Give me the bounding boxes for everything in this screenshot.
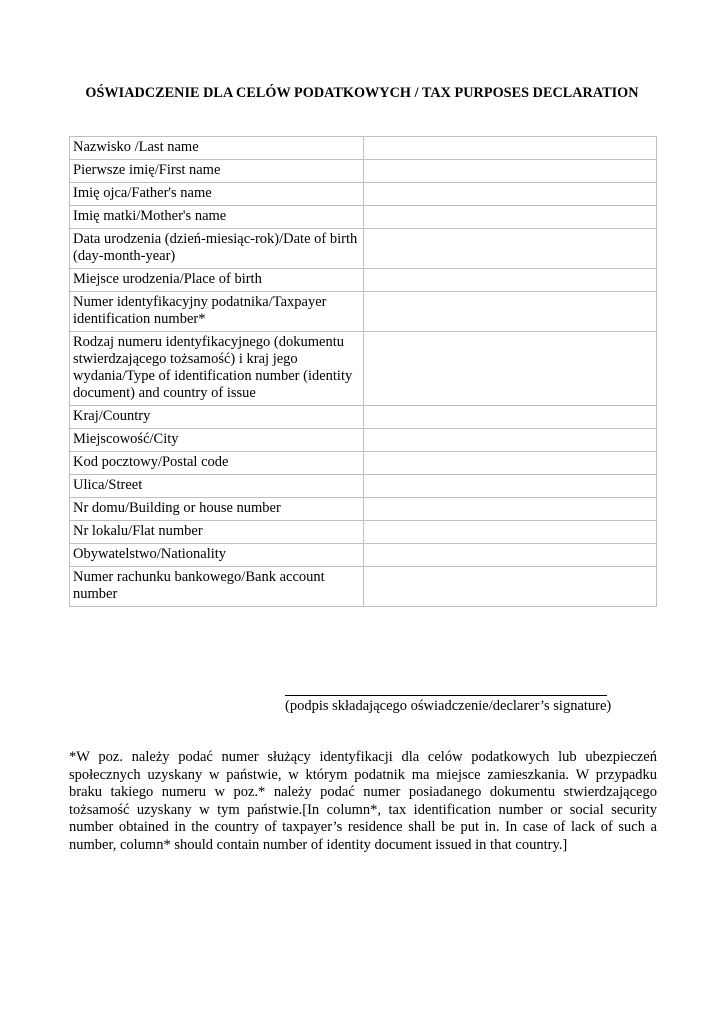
table-row bbox=[70, 292, 657, 332]
field-label-house-number: Nr domu/Building or house number bbox=[70, 498, 364, 521]
field-label-street: Ulica/Street bbox=[70, 475, 364, 498]
field-value-bank-account[interactable] bbox=[364, 567, 657, 607]
field-value-country[interactable] bbox=[364, 406, 657, 429]
table-row bbox=[70, 229, 657, 269]
field-label-postal-code: Kod pocztowy/Postal code bbox=[70, 452, 364, 475]
field-value-mothers-name[interactable] bbox=[364, 206, 657, 229]
field-value-id-type-country[interactable] bbox=[364, 332, 657, 406]
field-value-house-number[interactable] bbox=[364, 498, 657, 521]
declaration-form-table bbox=[69, 136, 657, 607]
field-value-fathers-name[interactable] bbox=[364, 183, 657, 206]
field-label-nationality: Obywatelstwo/Nationality bbox=[70, 544, 364, 567]
table-row bbox=[70, 452, 657, 475]
table-row bbox=[70, 269, 657, 292]
table-row bbox=[70, 475, 657, 498]
field-label-id-type-country: Rodzaj numeru identyfikacyjnego (dokumentu stwierdzającego tożsamość) i kraj jego wydania/Type of identification number (identity document) and country of issue bbox=[70, 332, 364, 406]
table-row bbox=[70, 521, 657, 544]
field-value-date-of-birth[interactable] bbox=[364, 229, 657, 269]
field-value-place-of-birth[interactable] bbox=[364, 269, 657, 292]
field-label-date-of-birth: Data urodzenia (dzień-miesiąc-rok)/Date of birth (day-month-year) bbox=[70, 229, 364, 269]
field-label-mothers-name: Imię matki/Mother's name bbox=[70, 206, 364, 229]
table-row bbox=[70, 206, 657, 229]
field-label-country: Kraj/Country bbox=[70, 406, 364, 429]
field-label-taxpayer-id: Numer identyfikacyjny podatnika/Taxpayer identification number* bbox=[70, 292, 364, 332]
field-label-bank-account: Numer rachunku bankowego/Bank account number bbox=[70, 567, 364, 607]
field-label-flat-number: Nr lokalu/Flat number bbox=[70, 521, 364, 544]
signature-line[interactable] bbox=[285, 695, 607, 696]
field-value-city[interactable] bbox=[364, 429, 657, 452]
table-row bbox=[70, 137, 657, 160]
field-value-flat-number[interactable] bbox=[364, 521, 657, 544]
field-value-street[interactable] bbox=[364, 475, 657, 498]
field-value-first-name[interactable] bbox=[364, 160, 657, 183]
field-label-city: Miejscowość/City bbox=[70, 429, 364, 452]
field-label-last-name: Nazwisko /Last name bbox=[70, 137, 364, 160]
signature-caption: (podpis składającego oświadczenie/declarer’s signature) bbox=[285, 698, 612, 714]
table-row bbox=[70, 498, 657, 521]
document-title: OŚWIADCZENIE DLA CELÓW PODATKOWYCH / TAX PURPOSES DECLARATION bbox=[85, 85, 639, 101]
field-label-first-name: Pierwsze imię/First name bbox=[70, 160, 364, 183]
table-row bbox=[70, 183, 657, 206]
table-row bbox=[70, 544, 657, 567]
table-row bbox=[70, 332, 657, 406]
table-row bbox=[70, 429, 657, 452]
field-label-fathers-name: Imię ojca/Father's name bbox=[70, 183, 364, 206]
footnote: *W poz. należy podać numer służący identyfikacji dla celów podatkowych lub ubezpieczeń społecznych uzyskany w państwie, w którym podatnik ma miejsce zamieszkania. W przypadku braku takiego numeru w poz.* należy podać numer posiadanego dokumentu stwierdzającego tożsamość uzyskany w tym państwie.[In column*, tax identification number or social security number obtained in the country of taxpayer’s residence shall be put in. In case of lack of such a number, column* should contain number of identity document issued in that country.] bbox=[69, 749, 657, 853]
field-label-place-of-birth: Miejsce urodzenia/Place of birth bbox=[70, 269, 364, 292]
table-row bbox=[70, 567, 657, 607]
table-row bbox=[70, 160, 657, 183]
field-value-nationality[interactable] bbox=[364, 544, 657, 567]
field-value-last-name[interactable] bbox=[364, 137, 657, 160]
field-value-taxpayer-id[interactable] bbox=[364, 292, 657, 332]
table-row bbox=[70, 406, 657, 429]
field-value-postal-code[interactable] bbox=[364, 452, 657, 475]
